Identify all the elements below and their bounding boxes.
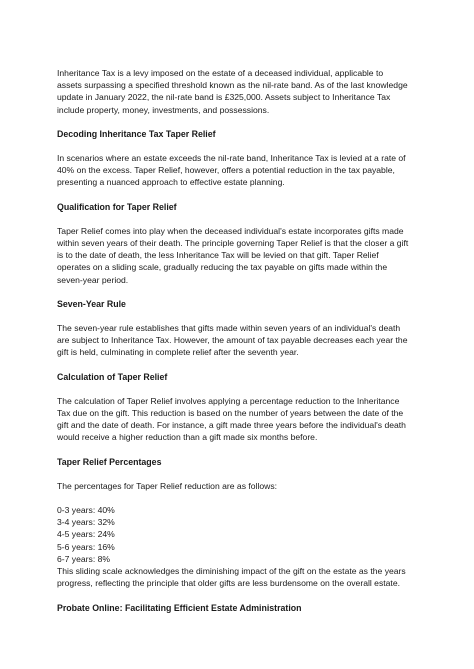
section-heading-taper-relief: Decoding Inheritance Tax Taper Relief	[57, 128, 216, 139]
section-body-qualification: Taper Relief comes into play when the deceased individual's estate incorporates gifts made within seven years of their death. The principle governing Taper Relief is that the closer a gift is to the date of death, the less Inheritance Tax will be levied on that gift. Taper Relief operates on a sliding scale, gradually reducing the tax payable on gifts made within the seven-year period.	[57, 225, 409, 285]
list-item: 0-3 years: 40%	[57, 505, 115, 516]
section-heading-qualification: Qualification for Taper Relief	[57, 201, 177, 212]
document-page	[57, 67, 423, 614]
percentages-closing: This sliding scale acknowledges the diminishing impact of the gift on the estate as the years progress, reflecting the principle that older gifts are less burdensome on the overall estate.	[57, 566, 406, 589]
list-item: 3-4 years: 32%	[57, 517, 115, 528]
list-item: 4-5 years: 24%	[57, 529, 115, 540]
section-body-calculation: The calculation of Taper Relief involves applying a percentage reduction to the Inheritance Tax due on the gift. This reduction is based on the number of years between the date of the gift and the date of death. For instance, a gift made three years before the individual's death would receive a higher reduction than a gift made six months before.	[57, 395, 406, 443]
section-heading-percentages: Taper Relief Percentages	[57, 456, 162, 467]
percentages-lead: The percentages for Taper Relief reduction are as follows:	[57, 480, 278, 491]
section-heading-calculation: Calculation of Taper Relief	[57, 371, 168, 382]
section-body-seven-year-rule: The seven-year rule establishes that gifts made within seven years of an individual's death are subject to Inheritance Tax. However, the amount of tax payable decreases each year the gift is held, culminating in complete relief after the seventh year.	[57, 323, 408, 358]
section-heading-seven-year-rule: Seven-Year Rule	[57, 298, 126, 309]
section-body-taper-relief: In scenarios where an estate exceeds the nil-rate band, Inheritance Tax is levied at a rate of 40% on the excess. Taper Relief, however, offers a potential reduction in the tax payable, presenting a nuanced approach to effective estate planning.	[57, 153, 406, 188]
taper-rates-list	[57, 504, 423, 565]
section-heading-probate-online: Probate Online: Facilitating Efficient Estate Administration	[57, 602, 302, 613]
intro-paragraph: Inheritance Tax is a levy imposed on the estate of a deceased individual, applicable to assets surpassing a specified threshold known as the nil-rate band. As of the last knowledge update in January 2022, the nil-rate band is £325,000. Assets subject to Inheritance Tax include property, money, investments, and possessions.	[57, 68, 408, 115]
list-item: 5-6 years: 16%	[57, 541, 115, 552]
list-item: 6-7 years: 8%	[57, 553, 111, 564]
